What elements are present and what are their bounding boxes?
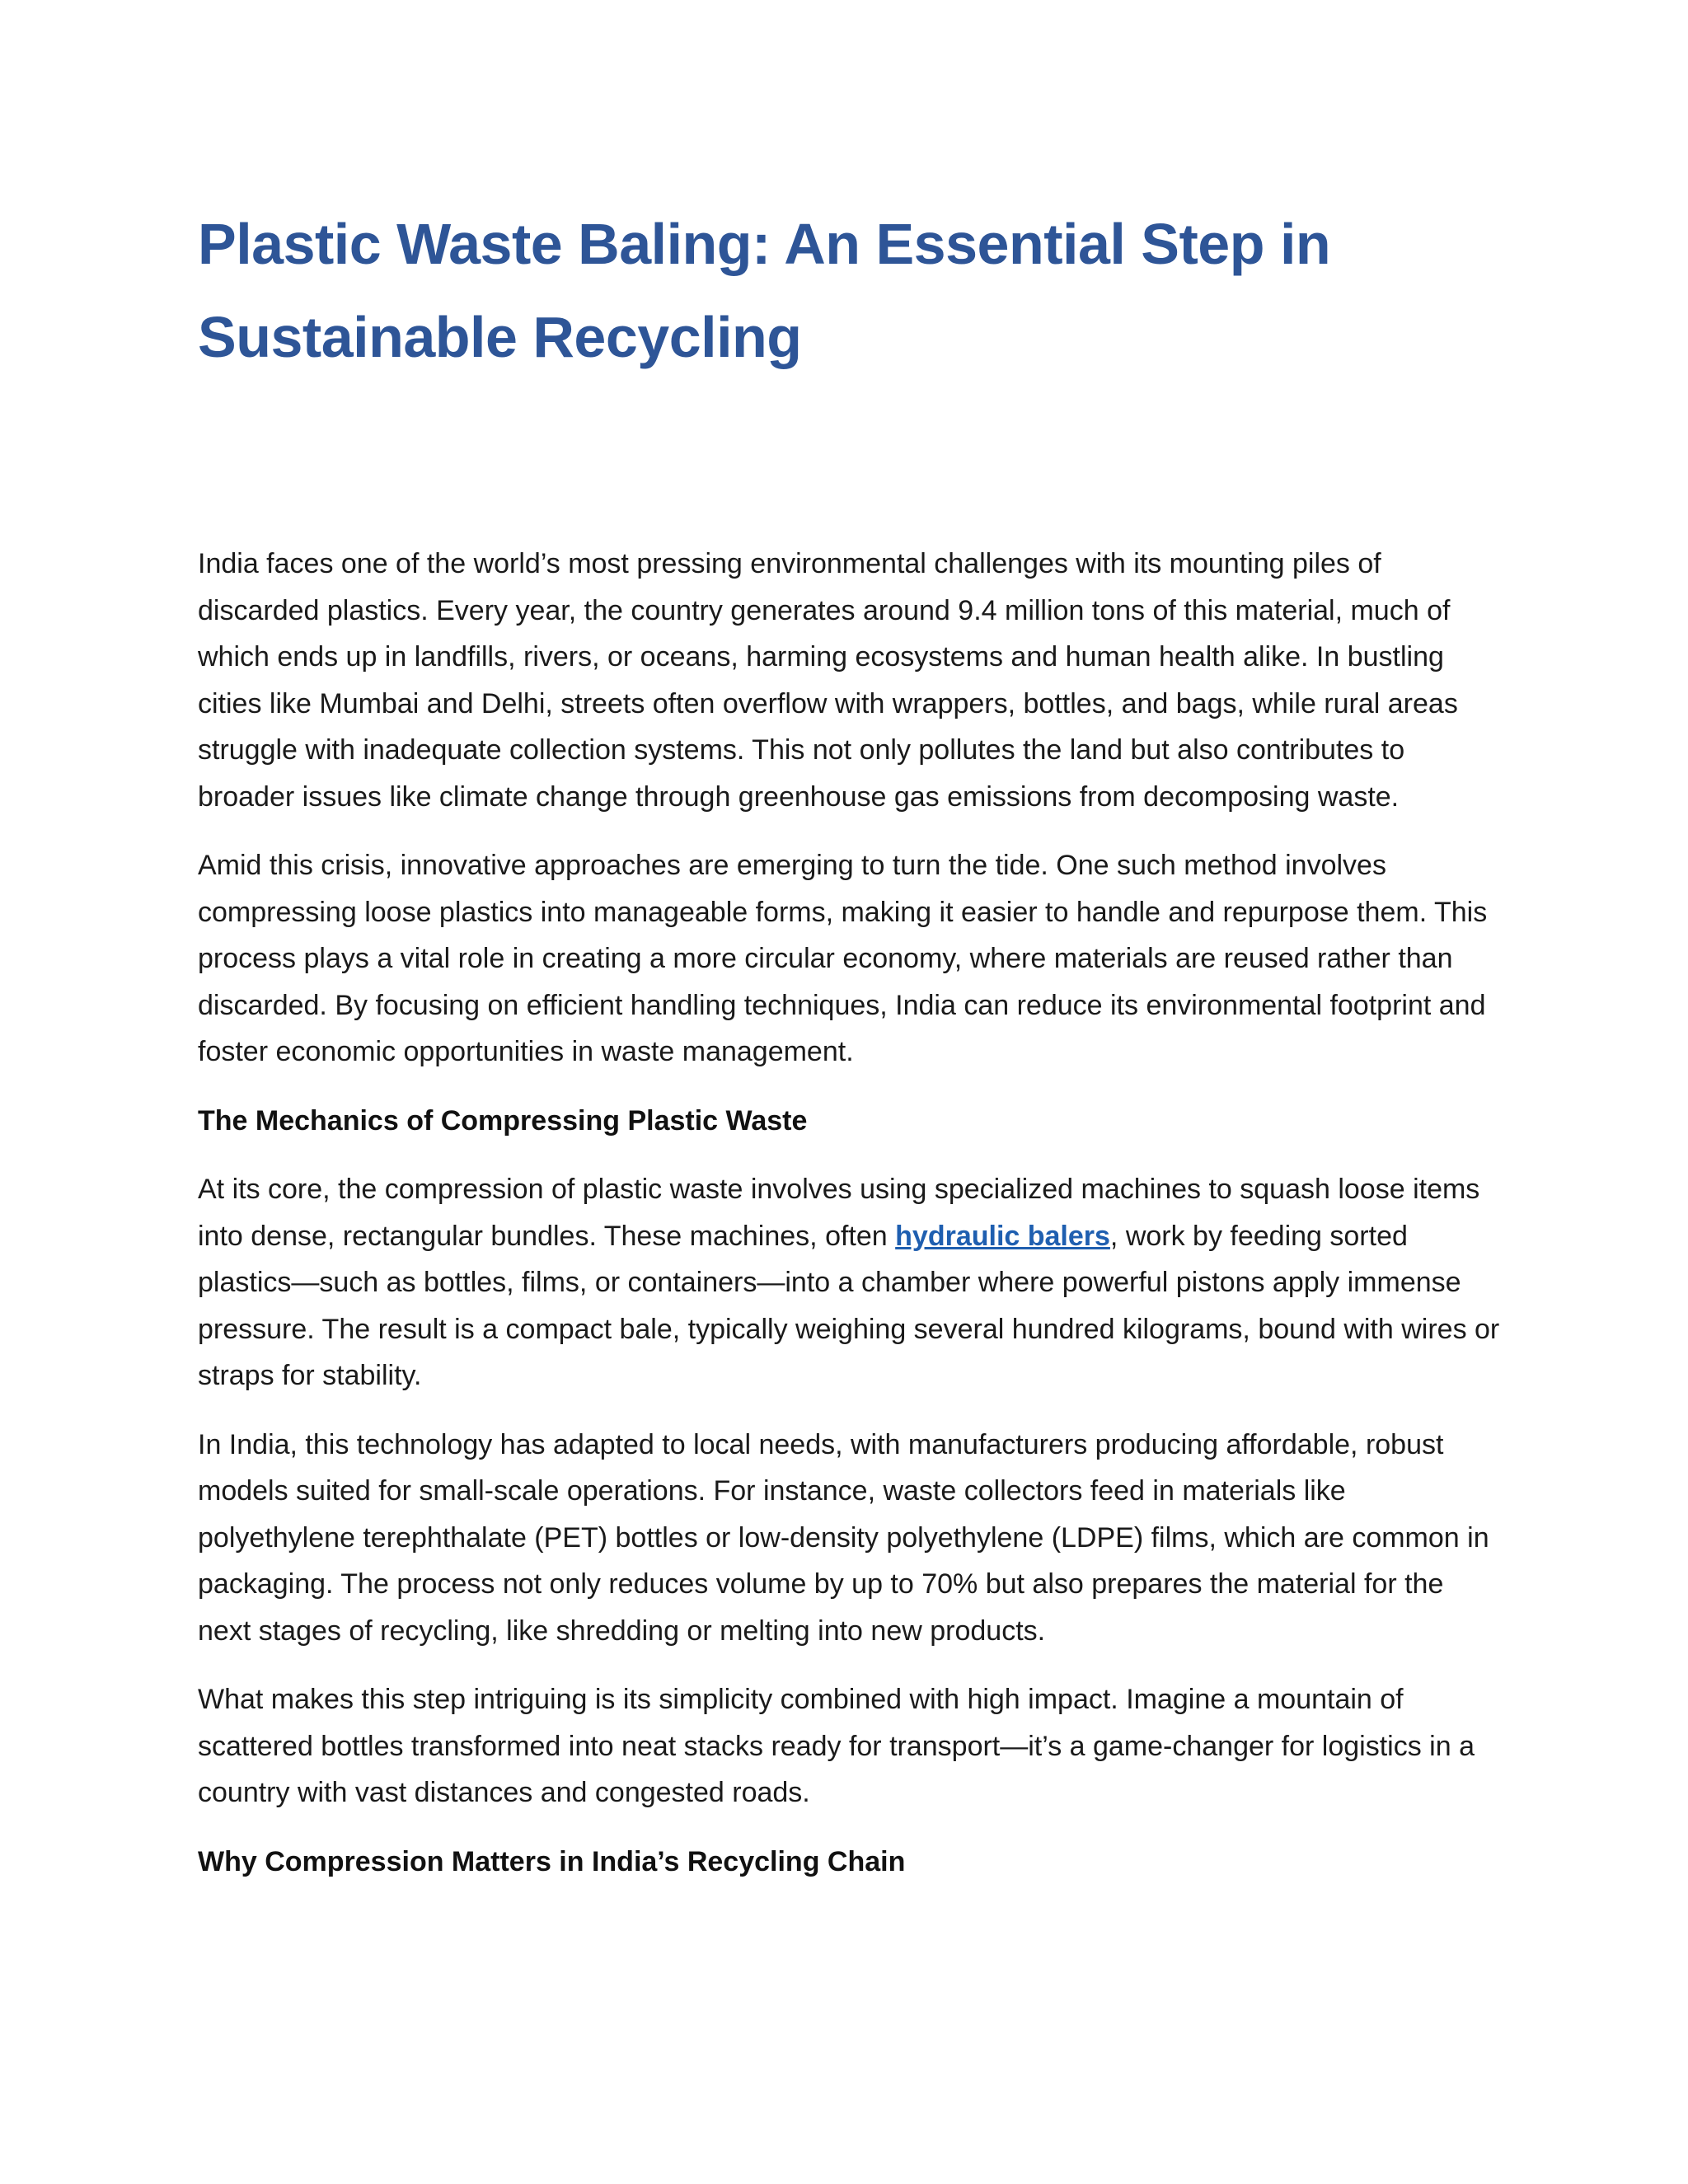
paragraph-india-adaptation: In India, this technology has adapted to local needs, with manufacturers producing affordable, robust models suited for small-scale operations. For instance, waste collectors feed in materials like polyethylene terephthalate (PET) bottles or low-density polyethylene (LDPE) films, which are common in packaging. The process not only reduces volume by up to 70% but also prepares the material for the next stages of recycling, like shredding or melting into new products. [198,1428,1489,1647]
document-title: Plastic Waste Baling: An Essential Step in Sustainable Recycling [198,212,1331,369]
paragraph-impact: What makes this step intriguing is its simplicity combined with high impact. Imagine a mountain of scattered bottles transformed into neat stacks ready for transport—it’s a game-changer for logistics in a country with vast distances and congested roads. [198,1684,1475,1808]
paragraph-mechanics [198,1166,1500,1399]
hydraulic-balers-link[interactable]: hydraulic balers [895,1220,1110,1252]
paragraph-crisis: Amid this crisis, innovative approaches are emerging to turn the tide. One such method involves compressing loose plastics into manageable forms, making it easier to handle and repurpose them. This process plays a vital role in creating a more circular economy, where materials are reused rather than discarded. By focusing on efficient handling techniques, India can reduce its environmental footprint and foster economic opportunities in waste management. [198,850,1488,1067]
paragraph-mechanics-text-after: , work by feeding sorted plastics—such as bottles, films, or containers—into a chamber where powerful pistons apply immense pressure. The result is a compact bale, typically weighing several hundred kilograms, bound with wires or straps for stability. [198,1220,1500,1391]
document-body [198,541,1500,1907]
title-block [198,198,1500,384]
paragraph-mechanics-text-before: At its core, the compression of plastic waste involves using specialized machines to squash loose items into dense, rectangular bundles. These machines, often [198,1174,1480,1252]
paragraph-intro: India faces one of the world’s most pressing environmental challenges with its mounting piles of discarded plastics. Every year, the country generates around 9.4 million tons of this material, much of which ends up in landfills, rivers, or oceans, harming ecosystems and human health alike. In bustling cities like Mumbai and Delhi, streets often overflow with wrappers, bottles, and bags, while rural areas struggle with inadequate collection systems. This not only pollutes the land but also contributes to broader issues like climate change through greenhouse gas emissions from decomposing waste. [198,548,1458,813]
section-heading-mechanics: The Mechanics of Compressing Plastic Waste [198,1104,808,1137]
section-heading-why-compression: Why Compression Matters in India’s Recycling Chain [198,1845,906,1877]
